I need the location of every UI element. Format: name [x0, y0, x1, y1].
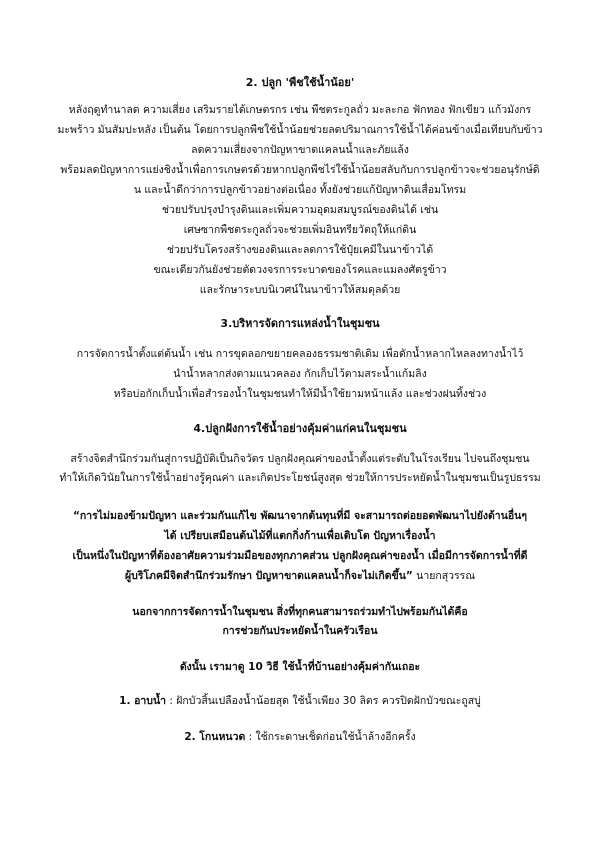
tip-item	[40, 730, 560, 744]
section-2-line: เศษซากพืชตระกูลถั่วจะช่วยเพิ่มอินทรียวัตถุให้แก่ดิน	[183, 224, 417, 236]
tip-text: : ฝักบัวสิ้นเปลืองน้ำน้อยสุด ใช้น้ำเพียง 30 ลิตร ควรปิดฝักบัวขณะถูสบู่	[166, 695, 481, 707]
section-3-line: การจัดการน้ำตั้งแต่ต้นน้ำ เช่น การขุดลอกขยายคลองธรรมชาติเดิม เพื่อดักน้ำหลากไหลลงทางน้ำไว้	[76, 348, 524, 360]
quote-line: เป็นหนึ่งในปัญหาที่ต้องอาศัยความร่วมมือของทุกภาคส่วน ปลูกฝังคุณค่าของน้ำ เมื่อมีการจัดการน้ำที่ดี	[72, 550, 528, 562]
quote-last-line	[40, 569, 560, 583]
section-2-line: ขณะเดียวกันยังช่วยตัดวงจรการระบาดของโรคและแมลงศัตรูข้าว	[153, 264, 447, 276]
section-2-heading: 2. ปลูก 'พืชใช้น้ำน้อย'	[245, 76, 355, 89]
section-2-line: ลดความเสี่ยงจากปัญหาขาดแคลนน้ำและภัยแล้ง	[191, 144, 409, 156]
section-3-line: นำน้ำหลากส่งตามแนวคลอง กักเก็บไว้ตามสระน้ำแก้มลิง	[173, 368, 427, 380]
quote-line: ได้ เปรียบเสมือนต้นไม้ที่แตกกิ่งก้านเพื่อเติบโต ปัญหาเรื่องน้ำ	[164, 530, 436, 542]
section-3-line: หรือบ่อกักเก็บน้ำเพื่อสำรองน้ำในชุมชนทำให้มีน้ำใช้ยามหน้าแล้ง และช่วงฝนทิ้งช่วง	[113, 388, 487, 400]
section-2-line: มะพร้าว มันสัมปะหลัง เป็นต้น โดยการปลูกพืชใช้น้ำน้อยช่วยลดปริมาณการใช้น้ำได้ค่อนข้างเมื่อเทียบกับข้าว	[57, 124, 543, 136]
section-3-heading: 3.บริหารจัดการแหล่งน้ำในชุมชน	[220, 317, 380, 330]
closing-line: การช่วยกันประหยัดน้ำในครัวเรือน	[222, 625, 378, 637]
tip-item	[40, 694, 560, 708]
section-4-line: สร้างจิตสำนึกร่วมกันสู่การปฏิบัติเป็นกิจวัตร ปลูกฝังคุณค่าของน้ำตั้งแต่ระดับในโรงเรียน ไปจนถึงชุมชน	[70, 453, 530, 465]
section-4-line: ทำให้เกิดวินัยในการใช้น้ำอย่างรู้คุณค่า และเกิดประโยชน์สูงสุด ช่วยให้การประหยัดน้ำในชุมชนเป็นรูปธรรม	[59, 472, 541, 484]
tip-label: 2. โกนหนวด	[184, 731, 246, 743]
tip-label: 1. อาบน้ำ	[119, 695, 167, 707]
section-2-line: พร้อมลดปัญหาการแย่งชิงน้ำเพื่อการเกษตรด้วยหากปลูกพืชไร่ใช้น้ำน้อยสลับกับการปลูกข้าวจะช่วยอนุรักษ์ดิ	[60, 164, 540, 176]
section-2-line: หลังฤดูทำนาลด ความเสี่ยง เสริมรายได้เกษตรกร เช่น พืชตระกูลถั่ว มะละกอ ฟักทอง ฟักเขียว แก้วมังกร	[68, 104, 532, 116]
section-2-line: และรักษาระบบนิเวศน์ในนาข้าวให้สมดุลด้วย	[199, 284, 401, 296]
quote-line: ผู้บริโภคมีจิตสำนึกร่วมรักษา ปัญหาขาดแคลนน้ำก็จะไม่เกิดขึ้น”	[124, 570, 413, 582]
section-2-line: ช่วยปรับปรุงบำรุงดินและเพิ่มความอุดมสมบูรณ์ของดินได้ เช่น	[161, 204, 439, 216]
section-2-line: น และน้ำดีกว่าการปลูกข้าวอย่างต่อเนื่อง ทั้งยังช่วยแก้ปัญหาดินเสื่อมโทรม	[133, 184, 467, 196]
tip-text: : ใช้กระดาษเช็ดก่อนใช้น้ำล้างอีกครั้ง	[245, 731, 416, 743]
section-4-heading: 4.ปลูกฝังการใช้น้ำอย่างคุ้มค่าแก่คนในชุมชน	[193, 422, 407, 435]
quote-line: “การไม่มองข้ามปัญหา และร่วมกันแก้ไข พัฒนาจากต้นทุนที่มี จะสามารถต่อยอดพัฒนาไปยังด้านอื่นๆ	[72, 510, 528, 522]
closing-line: นอกจากการจัดการน้ำในชุมชน สิ่งที่ทุกคนสามารถร่วมทำไปพร้อมกันได้คือ	[132, 606, 468, 618]
section-2-line: ช่วยปรับโครงสร้างของดินและลดการใช้ปุ๋ยเคมีในนาข้าวได้	[166, 244, 434, 256]
quote-attribution: นายกสุวรรณ	[412, 570, 476, 582]
tips-intro: ดังนั้น เรามาดู 10 วิธี ใช้น้ำที่บ้านอย่างคุ้มค่ากันเถอะ	[179, 661, 421, 673]
